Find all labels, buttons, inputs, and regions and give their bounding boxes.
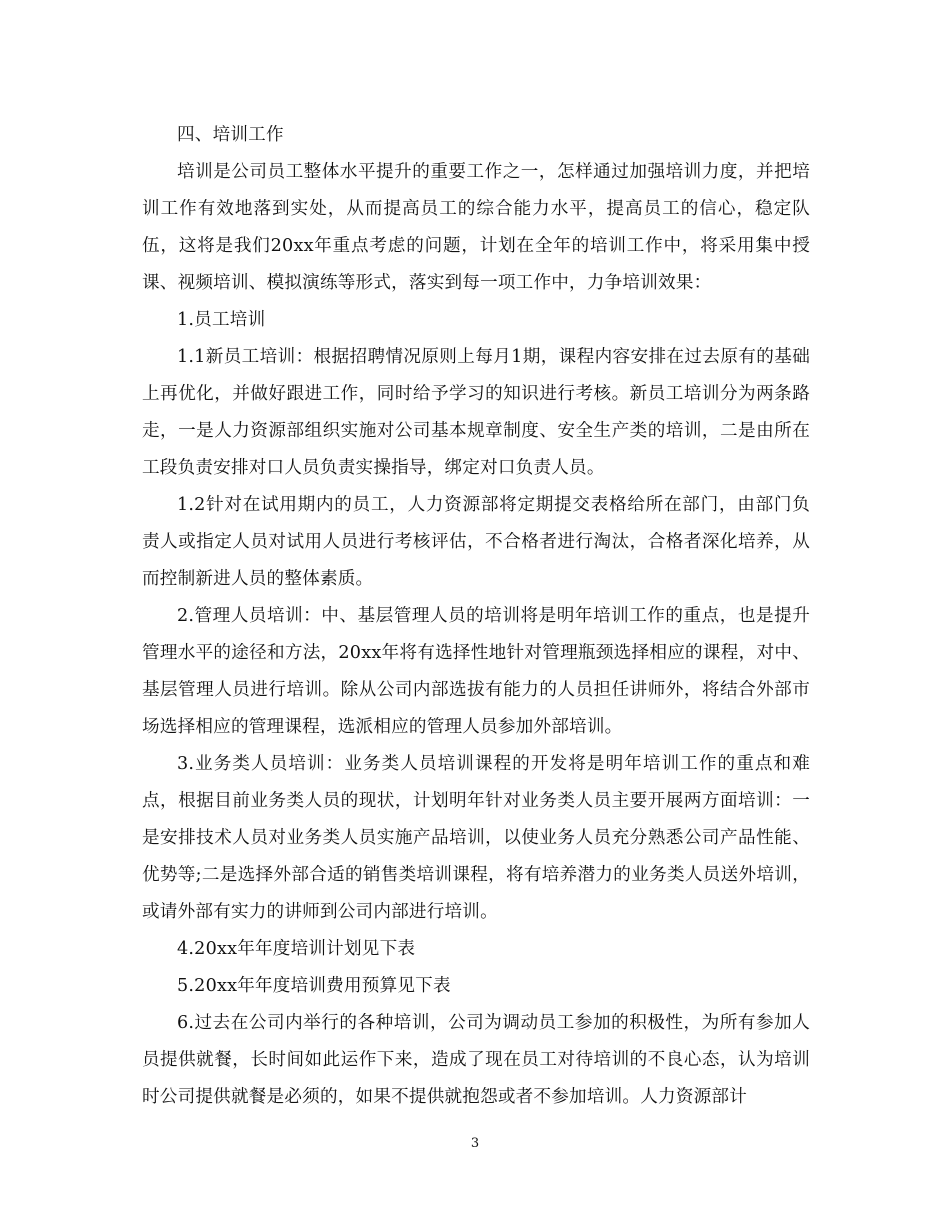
section-heading: 四、培训工作 <box>177 125 284 145</box>
paragraph-management-training: 2.管理人员培训：中、基层管理人员的培训将是明年培训工作的重点，也是提升管理水平的途径和方法，20xx年将有选择性地针对管理瓶颈选择相应的课程，对中、基层管理人员进行培训。除从公司内部选拔有能力的人员担任讲师外，将结合外部市场选择相应的管理课程，选派相应的管理人员参加外部培训。 <box>142 606 810 737</box>
page-number: 3 <box>470 1136 480 1151</box>
paragraph-budget-table-ref: 5.20xx年年度培训费用预算见下表 <box>177 976 451 996</box>
paragraph-business-staff-training: 3.业务类人员培训：业务类人员培训课程的开发将是明年培训工作的重点和难点，根据目前业务类人员的现状，计划明年针对业务类人员主要开展两方面培训：一是安排技术人员对业务类人员实施产品培训，以使业务人员充分熟悉公司产品性能、优势等;二是选择外部合适的销售类培训课程，将有培养潜力的业务类人员送外培训，或请外部有实力的讲师到公司内部进行培训。 <box>142 754 810 922</box>
paragraph-probation-staff: 1.2针对在试用期内的员工，人力资源部将定期提交表格给所在部门，由部门负责人或指定人员对试用人员进行考核评估，不合格者进行淘汰，合格者深化培养，从而控制新进人员的整体素质。 <box>142 495 810 589</box>
subheading-staff-training: 1.员工培训 <box>177 310 266 330</box>
paragraph-intro: 培训是公司员工整体水平提升的重要工作之一，怎样通过加强培训力度，并把培训工作有效地落到实处，从而提高员工的综合能力水平，提高员工的信心，稳定队伍，这将是我们20xx年重点考虑的问题，计划在全年的培训工作中，将采用集中授课、视频培训、模拟演练等形式，落实到每一项工作中，力争培训效果： <box>142 162 810 293</box>
document-body <box>142 117 810 1116</box>
paragraph-new-staff-training: 1.1新员工培训：根据招聘情况原则上每月1期，课程内容安排在过去原有的基础上再优化，并做好跟进工作，同时给予学习的知识进行考核。新员工培训分为两条路走，一是人力资源部组织实施对公司基本规章制度、安全生产类的培训，二是由所在工段负责安排对口人员负责实操指导，绑定对口负责人员。 <box>142 347 810 478</box>
paragraph-training-plan-table-ref: 4.20xx年年度培训计划见下表 <box>177 939 416 959</box>
paragraph-meal-policy: 6.过去在公司内举行的各种培训，公司为调动员工参加的积极性，为所有参加人员提供就餐，长时间如此运作下来，造成了现在员工对待培训的不良心态，认为培训时公司提供就餐是必须的，如果不提供就抱怨或者不参加培训。人力资源部计 <box>142 1013 810 1107</box>
